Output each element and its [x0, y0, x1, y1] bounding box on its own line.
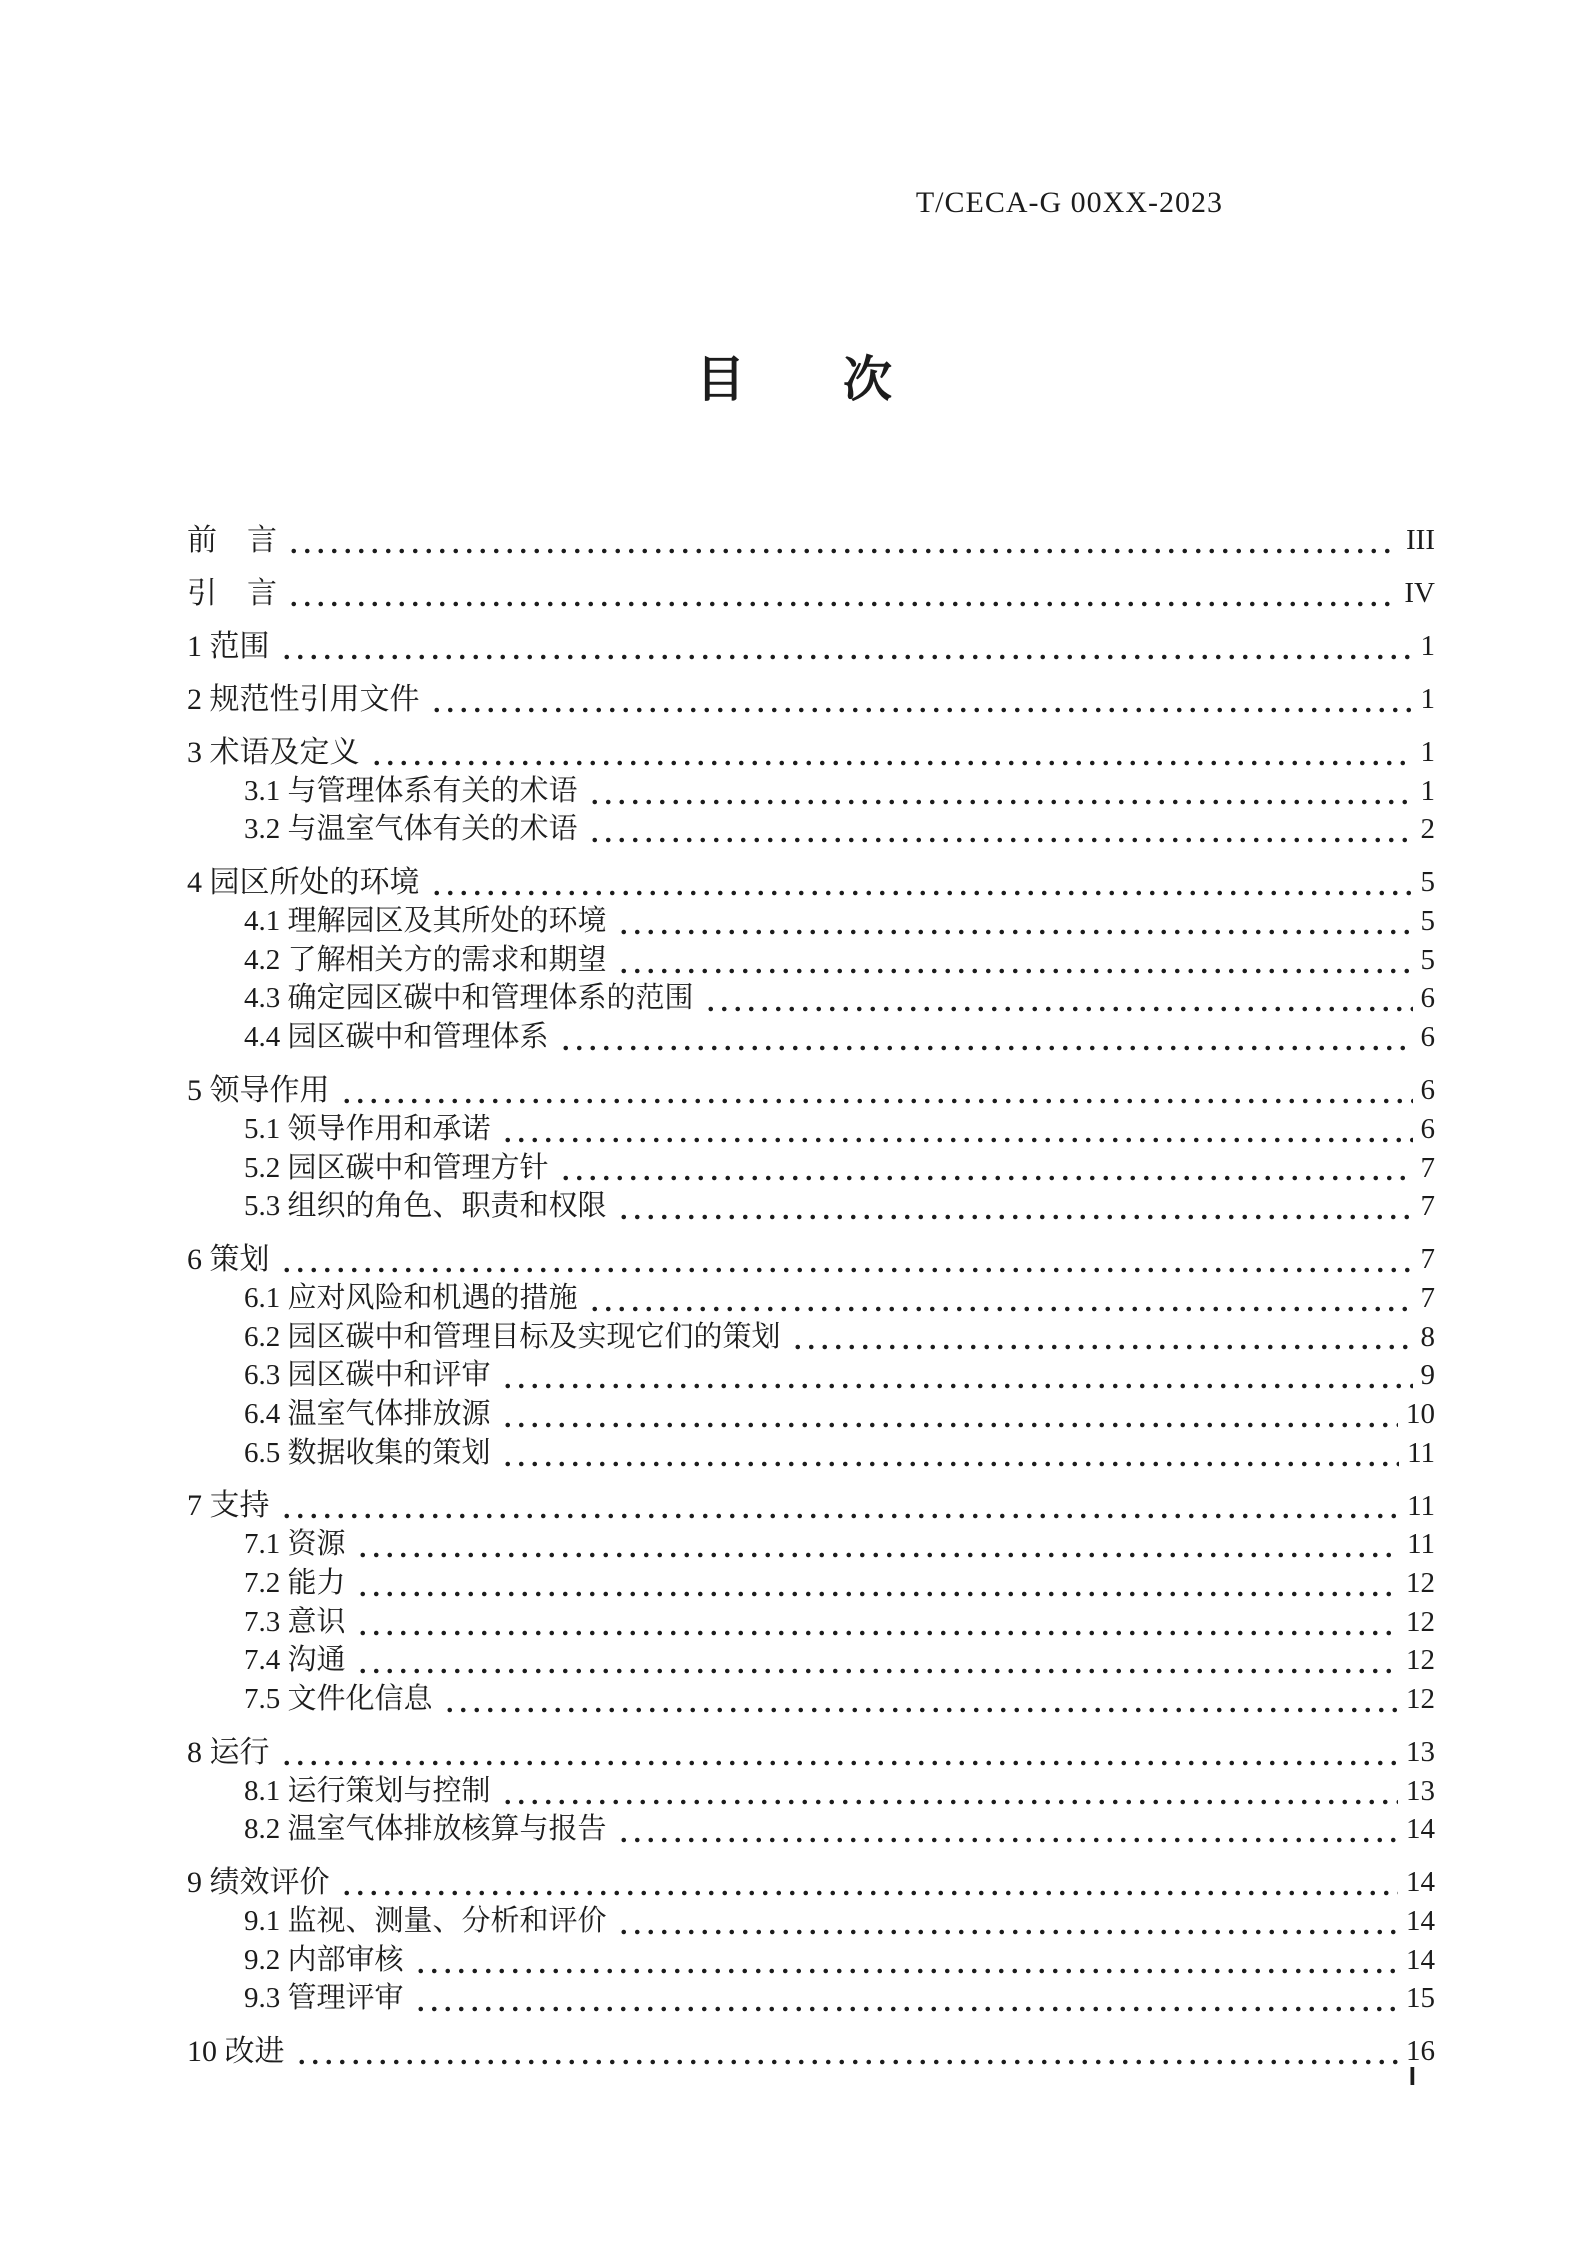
toc-entry-label[interactable]: 4.1 理解园区及其所处的环境: [244, 905, 607, 938]
toc-entry[interactable]: [187, 1433, 1435, 1472]
toc-entry-page: 14: [1406, 1813, 1435, 1846]
toc-leader-dots: [501, 1450, 1400, 1470]
toc-entry-label[interactable]: 6.1 应对风险和机遇的措施: [244, 1281, 578, 1314]
toc-leader-dots: [287, 590, 1396, 610]
toc-entry[interactable]: [187, 2032, 1435, 2071]
toc-entry-label[interactable]: 3.2 与温室气体有关的术语: [244, 813, 578, 846]
toc-entry[interactable]: [187, 1940, 1435, 1979]
toc-entry-label[interactable]: 7 支持: [187, 1489, 270, 1523]
toc-leader-dots: [414, 1995, 1398, 2015]
toc-entry-label[interactable]: 6.3 园区碳中和评审: [244, 1359, 491, 1392]
toc-leader-dots: [340, 1879, 1399, 1899]
toc-entry-page: 10: [1406, 1397, 1435, 1430]
toc-entry[interactable]: [187, 1148, 1435, 1187]
toc-entry-label[interactable]: 1 范围: [187, 629, 270, 663]
toc-entry-page: 7: [1420, 1243, 1435, 1276]
toc-entry-label[interactable]: 4.3 确定园区碳中和管理体系的范围: [244, 982, 694, 1015]
toc-entry-page: 15: [1406, 1982, 1435, 2015]
toc-entry[interactable]: [187, 626, 1435, 665]
toc-entry-label[interactable]: 10 改进: [187, 2035, 285, 2069]
toc-entry-label[interactable]: 7.4 沟通: [244, 1644, 346, 1677]
toc-entry-page: 13: [1406, 1774, 1435, 1807]
toc-entry[interactable]: [187, 1863, 1435, 1902]
toc-leader-dots: [588, 1295, 1413, 1315]
toc-entry-page: 6: [1420, 1074, 1435, 1107]
toc-entry[interactable]: [187, 901, 1435, 940]
toc-entry-page: 12: [1406, 1644, 1435, 1677]
page-title: 目 次: [695, 353, 892, 407]
toc-entry[interactable]: [187, 810, 1435, 849]
toc-entry-page: 11: [1407, 1489, 1435, 1522]
toc-entry-label[interactable]: 2 规范性引用文件: [187, 682, 420, 716]
toc-entry[interactable]: [187, 1732, 1435, 1771]
toc-leader-dots: [287, 537, 1398, 557]
toc-leader-dots: [559, 1034, 1413, 1054]
toc-entry[interactable]: [187, 1810, 1435, 1849]
toc-leader-dots: [501, 1372, 1413, 1392]
toc-entry[interactable]: [187, 1771, 1435, 1810]
toc-entry-label[interactable]: 引 言: [187, 576, 277, 610]
toc-entry-label[interactable]: 7.2 能力: [244, 1566, 346, 1599]
toc-entry-label[interactable]: 5 领导作用: [187, 1074, 330, 1108]
toc-entry[interactable]: [187, 1563, 1435, 1602]
toc-leader-dots: [356, 1619, 1398, 1639]
toc-entry-page: 5: [1420, 866, 1435, 899]
toc-leader-dots: [501, 1411, 1398, 1431]
toc-entry[interactable]: [187, 1602, 1435, 1641]
toc-entry-page: 14: [1406, 1905, 1435, 1938]
toc-entry-page: 12: [1406, 1683, 1435, 1716]
toc-entry[interactable]: [187, 1355, 1435, 1394]
toc-leader-dots: [617, 957, 1413, 977]
toc-entry-page: 1: [1420, 774, 1435, 807]
page-number-footer: I: [1408, 2061, 1416, 2091]
toc-entry[interactable]: [187, 1186, 1435, 1225]
toc-leader-dots: [280, 643, 1413, 663]
toc-entry-label[interactable]: 4.4 园区碳中和管理体系: [244, 1021, 549, 1054]
toc-entry-label[interactable]: 3 术语及定义: [187, 735, 360, 769]
toc-entry-page: 1: [1420, 630, 1435, 663]
toc-leader-dots: [430, 696, 1413, 716]
toc-entry-page: 6: [1420, 982, 1435, 1015]
toc-entry-label[interactable]: 6.2 园区碳中和管理目标及实现它们的策划: [244, 1320, 781, 1353]
toc-entry-label[interactable]: 5.1 领导作用和承诺: [244, 1112, 491, 1145]
toc-leader-dots: [340, 1087, 1413, 1107]
toc-entry-label[interactable]: 3.1 与管理体系有关的术语: [244, 774, 578, 807]
toc-entry[interactable]: [187, 520, 1435, 559]
toc-entry[interactable]: [187, 940, 1435, 979]
toc-entry-page: 14: [1406, 1866, 1435, 1899]
toc-leader-dots: [443, 1696, 1398, 1716]
toc-entry-page: 1: [1420, 683, 1435, 716]
toc-entry[interactable]: [187, 1641, 1435, 1680]
toc-entry[interactable]: [187, 1486, 1435, 1525]
toc-entry-label[interactable]: 7.3 意识: [244, 1605, 346, 1638]
toc-entry[interactable]: [187, 573, 1435, 612]
toc-entry-label[interactable]: 9.2 内部审核: [244, 1943, 404, 1976]
toc-entry-page: 1: [1420, 736, 1435, 769]
toc-entry-page: 2: [1420, 813, 1435, 846]
toc-entry-page: 5: [1420, 943, 1435, 976]
toc-entry-page: 11: [1407, 1528, 1435, 1561]
toc-leader-dots: [559, 1164, 1413, 1184]
toc-entry[interactable]: [187, 1070, 1435, 1109]
toc-entry-label[interactable]: 9 绩效评价: [187, 1866, 330, 1900]
toc-leader-dots: [280, 1749, 1399, 1769]
toc-entry-page: 16: [1406, 2035, 1435, 2068]
toc-entry-label[interactable]: 9.1 监视、测量、分析和评价: [244, 1905, 607, 1938]
toc-entry-page: 14: [1406, 1943, 1435, 1976]
toc-leader-dots: [617, 1918, 1398, 1938]
toc-leader-dots: [617, 918, 1413, 938]
toc-leader-dots: [588, 788, 1413, 808]
toc-entry-page: 5: [1420, 905, 1435, 938]
toc-leader-dots: [791, 1333, 1413, 1353]
toc-entry[interactable]: [187, 1901, 1435, 1940]
toc-entry-page: 6: [1420, 1112, 1435, 1145]
toc-leader-dots: [356, 1657, 1398, 1677]
document-code: T/CECA-G 00XX-2023: [915, 186, 1223, 219]
toc-leader-dots: [414, 1957, 1398, 1977]
toc-entry-page: 7: [1420, 1190, 1435, 1223]
toc-entry[interactable]: [187, 771, 1435, 810]
toc-leader-dots: [617, 1826, 1398, 1846]
toc-leader-dots: [501, 1788, 1398, 1808]
toc-entry[interactable]: [187, 1979, 1435, 2018]
toc-entry[interactable]: [187, 979, 1435, 1018]
toc-entry[interactable]: [187, 1017, 1435, 1056]
toc-entry-page: 7: [1420, 1151, 1435, 1184]
toc-entry[interactable]: [187, 1239, 1435, 1278]
toc-entry-label[interactable]: 6 策划: [187, 1243, 270, 1277]
toc-leader-dots: [704, 995, 1413, 1015]
toc-entry[interactable]: [187, 1679, 1435, 1718]
toc-entry[interactable]: [187, 1278, 1435, 1317]
toc-entry-label[interactable]: 6.4 温室气体排放源: [244, 1397, 491, 1430]
toc-entry-page: 8: [1420, 1320, 1435, 1353]
toc-entry[interactable]: [187, 1394, 1435, 1433]
toc-entry-label[interactable]: 5.2 园区碳中和管理方针: [244, 1151, 549, 1184]
toc-entry-label[interactable]: 5.3 组织的角色、职责和权限: [244, 1190, 607, 1223]
toc-entry-page: III: [1406, 524, 1435, 557]
toc-entry-label[interactable]: 前 言: [187, 523, 277, 557]
toc-leader-dots: [280, 1502, 1400, 1522]
toc-entry-page: 6: [1420, 1021, 1435, 1054]
toc-entry-page: 7: [1420, 1281, 1435, 1314]
table-of-contents: [187, 506, 1435, 2070]
toc-entry-page: 12: [1406, 1605, 1435, 1638]
toc-entry-page: 9: [1420, 1359, 1435, 1392]
toc-entry[interactable]: [187, 1524, 1435, 1563]
toc-entry[interactable]: [187, 679, 1435, 718]
toc-leader-dots: [280, 1256, 1413, 1276]
toc-leader-dots: [617, 1203, 1413, 1223]
toc-entry-label[interactable]: 4 园区所处的环境: [187, 866, 420, 900]
toc-entry-label[interactable]: 8.2 温室气体排放核算与报告: [244, 1813, 607, 1846]
toc-entry[interactable]: [187, 863, 1435, 902]
toc-entry-page: 13: [1406, 1736, 1435, 1769]
toc-entry[interactable]: [187, 732, 1435, 771]
toc-entry-label[interactable]: 7.5 文件化信息: [244, 1683, 433, 1716]
toc-entry-label[interactable]: 9.3 管理评审: [244, 1982, 404, 2015]
toc-leader-dots: [430, 879, 1413, 899]
toc-entry-page: 11: [1407, 1436, 1435, 1469]
toc-entry[interactable]: [187, 1317, 1435, 1356]
toc-leader-dots: [501, 1126, 1413, 1146]
toc-leader-dots: [356, 1541, 1400, 1561]
toc-entry-label[interactable]: 6.5 数据收集的策划: [244, 1436, 491, 1469]
toc-leader-dots: [588, 826, 1413, 846]
toc-entry-page: IV: [1404, 577, 1435, 610]
toc-entry-label[interactable]: 8.1 运行策划与控制: [244, 1774, 491, 1807]
toc-entry[interactable]: [187, 1109, 1435, 1148]
toc-entry-page: 12: [1406, 1566, 1435, 1599]
toc-entry-label[interactable]: 4.2 了解相关方的需求和期望: [244, 943, 607, 976]
toc-leader-dots: [370, 749, 1413, 769]
toc-entry-label[interactable]: 8 运行: [187, 1735, 270, 1769]
toc-leader-dots: [356, 1580, 1398, 1600]
toc-entry-label[interactable]: 7.1 资源: [244, 1528, 346, 1561]
toc-leader-dots: [295, 2048, 1399, 2068]
